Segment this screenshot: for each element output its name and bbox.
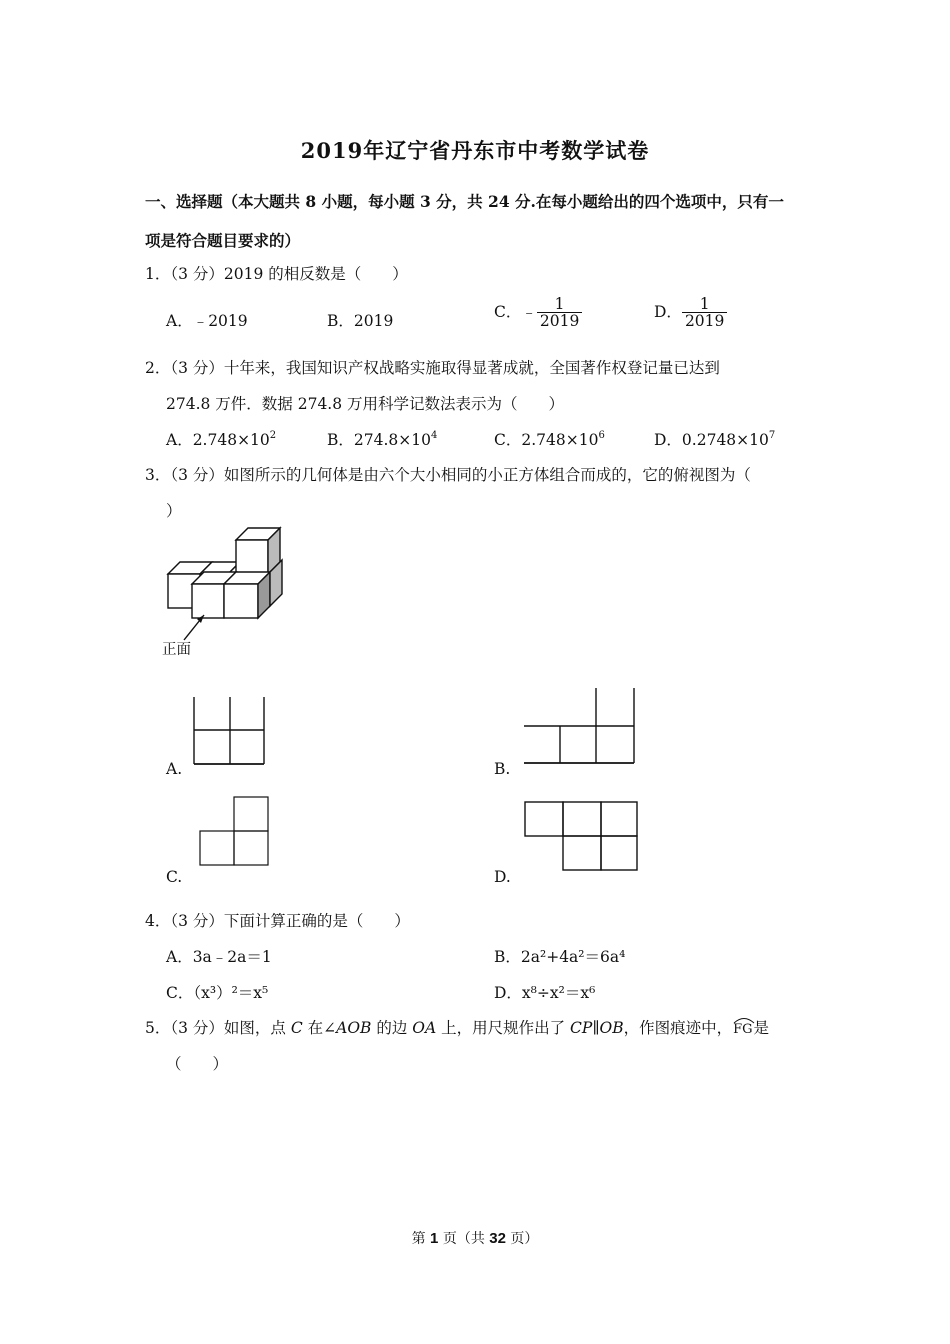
q5-text: 上，用尺规作出了 xyxy=(436,1019,571,1037)
q5-text: 5．（3 分）如图，点 xyxy=(145,1019,291,1037)
q4-stem: 4．（3 分）下面计算正确的是（ ） xyxy=(145,912,410,930)
q2-option-d-exponent: 7 xyxy=(768,430,776,441)
q2-option-c xyxy=(494,428,605,450)
q4-option-a: A．3a﹣2a＝1 xyxy=(166,948,272,966)
q3-option-d-figure xyxy=(522,799,642,874)
q2-option-a-base: A．2.748×10 xyxy=(166,431,270,449)
q2-option-c-base: C．2.748×10 xyxy=(494,431,599,449)
q5-stem-line2: （ ） xyxy=(166,1055,229,1073)
page-number: 1 xyxy=(430,1230,439,1247)
q1-option-d-label: D． xyxy=(654,302,682,321)
q2-option-d xyxy=(654,428,775,450)
fraction-denominator: 2019 xyxy=(682,312,727,329)
q5-angle-aob: AOB xyxy=(336,1019,372,1037)
q1-stem: 1．（3 分）2019 的相反数是（ ） xyxy=(145,265,408,283)
q4-option-b: B．2a²+4a²＝6a⁴ xyxy=(494,948,626,966)
q5-text: 是 xyxy=(753,1019,770,1037)
q3-stem-line1: 3．（3 分）如图所示的几何体是由六个大小相同的小正方体组合而成的，它的俯视图为（ xyxy=(145,466,751,484)
q1-option-d xyxy=(654,296,727,330)
q2-option-a-exponent: 2 xyxy=(269,430,277,441)
q5-line-ob: OB xyxy=(599,1019,624,1037)
q5-text: 在∠ xyxy=(302,1019,337,1037)
q5-line-cp: CP xyxy=(570,1019,593,1037)
q3-option-b-label: B. xyxy=(494,760,511,778)
q5-text: 的边 xyxy=(371,1019,413,1037)
total-pages: 32 xyxy=(489,1230,506,1247)
q1-option-c-fraction xyxy=(537,296,582,330)
q5-point-c: C xyxy=(290,1019,303,1037)
q3-option-d-label: D. xyxy=(494,868,511,886)
arc-symbol-icon xyxy=(733,1016,755,1024)
q2-option-c-exponent: 6 xyxy=(598,430,605,441)
q5-text: ，作图痕迹中， xyxy=(623,1019,733,1037)
arc-label: FG xyxy=(733,1022,753,1037)
q4-option-d: D．x⁸÷x²＝x⁶ xyxy=(494,984,596,1002)
q1-option-d-fraction xyxy=(682,296,727,330)
q3-stem-line2: ） xyxy=(166,502,182,520)
arc-fg xyxy=(732,1021,753,1038)
q1-option-b: B．2019 xyxy=(327,312,394,330)
footer-text: 第 xyxy=(411,1231,431,1247)
fraction-numerator: 1 xyxy=(554,295,565,313)
q1-option-a: A．﹣2019 xyxy=(166,312,248,330)
q1-option-c-label: C．﹣ xyxy=(494,302,537,321)
q2-stem-line1: 2．（3 分）十年来，我国知识产权战略实施取得显著成就，全国著作权登记量已达到 xyxy=(145,359,720,377)
q2-option-a xyxy=(166,428,276,450)
front-label: 正面 xyxy=(162,642,191,658)
q2-option-d-base: D．0.2748×10 xyxy=(654,431,769,449)
q2-option-b-exponent: 4 xyxy=(430,430,438,441)
q2-option-b xyxy=(327,428,437,450)
q3-option-b-figure xyxy=(520,686,640,768)
section-heading-line1: 一、选择题（本大题共 8 小题，每小题 3 分，共 24 分.在每小题给出的四个选项中，只有一 xyxy=(145,192,784,211)
footer-text: 页） xyxy=(505,1231,539,1247)
q5-side-oa: OA xyxy=(412,1019,437,1037)
q3-option-a-figure xyxy=(190,695,270,767)
page-title: 2019年辽宁省丹东市中考数学试卷 xyxy=(300,138,650,163)
fraction-numerator: 1 xyxy=(699,295,710,313)
q4-option-c: C．（x³）²＝x⁵ xyxy=(166,984,269,1002)
q5-stem-line1 xyxy=(145,1016,769,1038)
footer-text: 页（共 xyxy=(438,1231,490,1247)
page-footer xyxy=(0,1228,950,1248)
q3-option-a-label: A. xyxy=(166,760,183,778)
q3-option-c-label: C. xyxy=(166,868,183,886)
q2-option-b-base: B．274.8×10 xyxy=(327,431,431,449)
section-heading-line2: 项是符合题目要求的） xyxy=(145,231,301,250)
fraction-denominator: 2019 xyxy=(537,312,582,329)
q3-option-c-figure xyxy=(196,795,276,870)
q5-text: ∥ xyxy=(592,1019,600,1037)
q2-stem-line2: 274.8 万件．数据 274.8 万用科学记数法表示为（ ） xyxy=(166,395,565,413)
q1-option-c xyxy=(494,296,582,330)
